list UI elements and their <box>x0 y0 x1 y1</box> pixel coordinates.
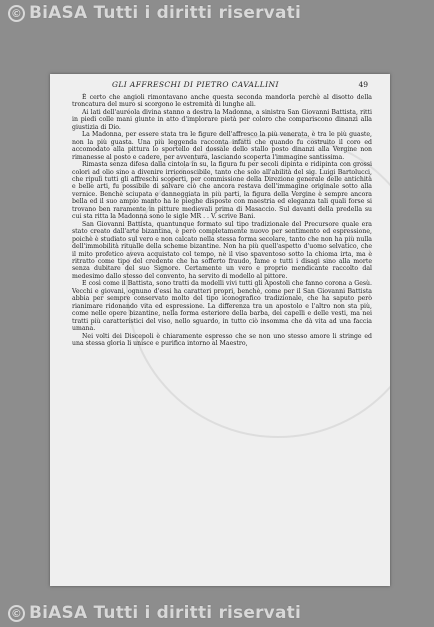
paragraph: Rimasta senza difesa dalla cintola in su, la figura fu per secoli dipinta e ridipinta con grossi colori ad olio sino a divenire irriconoscibile, tanto che solo all'abilità del sig. Luigi Bartolucci, che ripulì tutti gli affreschi scoperti, per commissione della Direzione generale delle antichità e belle arti, fu possibile di salvare ciò che ancora restava dell'immagine originale sotto alla vernice. Benchè sciupata e danneggiata in più parti, la figura della Vergine è sempre ancora bella ed il suo ampio manto ha le pieghe disposte con maestria ed eleganza tali quali forse si trovano ben raramente in pitture medievali prima di Masaccio. Sul davanti della predella su cui sta ritta la Madonna sono le sigle MR . . V. scrive Bani. <box>72 161 372 221</box>
paragraph: La Madonna, per essere stata tra le figure dell'affresco la più venerata, è tra le più guaste, non la più guasta. Una più leggenda racconta infatti che quando fu costruito il coro ed accomodato alla pittura lo sportello del dossale dello stallo posto dinanzi alla Vergine non rimanesse al posto e cadere, per avventura, lasciando scoperta l'immagine santissima. <box>72 131 372 161</box>
page-number: 49 <box>358 80 368 89</box>
running-title: GLI AFFRESCHI DI PIETRO CAVALLINI <box>112 80 279 89</box>
watermark-text: BiASA Tutti i diritti riservati <box>29 3 301 23</box>
paragraph: Nei volti dei Discepoli è chiaramente espresso che se non uno stesso amore li stringe ed una stessa gloria li unisce e purifica intorno al Maestro, <box>72 332 372 347</box>
paragraph: Ai lati dell'auréola divina stanno a destra la Madonna, a sinistra San Giovanni Battista, ritti in piedi colle mani giunte in atto d'implorare pietà per coloro che compariscono dinanzi alla giustizia di Dio. <box>72 108 372 131</box>
watermark-bottom <box>8 603 301 623</box>
paragraph: È certo che angioli rimontavano anche questa seconda mandorla perchè al disotto della troncatura del muro si scorgono le estremità di lunghe ali. <box>72 94 372 109</box>
copyright-logo-icon: © <box>8 5 25 22</box>
body-text <box>72 94 372 347</box>
watermark-top <box>8 3 301 23</box>
page-header <box>50 80 390 92</box>
paragraph: E così come il Battista, sono tratti da modelli vivi tutti gli Apostoli che fanno corona a Gesù. Vecchi e giovani, ognuno d'essi ha caratteri propri, benchè, come per il San Giovanni Battista abbia per sempre conservato molto del tipo iconografico tradizionale, che ha saputo però rianimare ridonando vita ed espressione. La differenza tra un apostolo e l'altro non sta più, come nelle opere bizantine, nella forma esteriore della barba, dei capelli e delle vesti, ma nei tratti più caratteristici del viso, nello sguardo, in tutto ciò insomma che dà vita ad una faccia umana. <box>72 280 372 333</box>
watermark-text: BiASA Tutti i diritti riservati <box>29 603 301 623</box>
paragraph: San Giovanni Battista, quantunque formato sul tipo tradizionale del Precursore quale era stato creato dall'arte bizantina, è però completamente nuovo per sentimento ed espressione, poichè è studiato sul vero e non calcato nella stessa forma secolare, tanto che non ha più nulla dell'immobilità ritualle della scheme bizantine. Non ha più quell'aspetto d'uomo selvatico, che il mito profetico aveva acquistato col tempo, nè il viso spaventoso sotto la chioma irta, ma è ritratto come tipo del credente che ha sofferto fraudo, fame e tutti i disagi sino alla morte senza dubitare del suo Signore. Certamente un vero e proprio mendicante raccolto dal medesimo dallo stesso del convento, ha servito di modello al pittore. <box>72 220 372 280</box>
copyright-logo-icon: © <box>8 605 25 622</box>
scanned-page <box>50 74 390 586</box>
